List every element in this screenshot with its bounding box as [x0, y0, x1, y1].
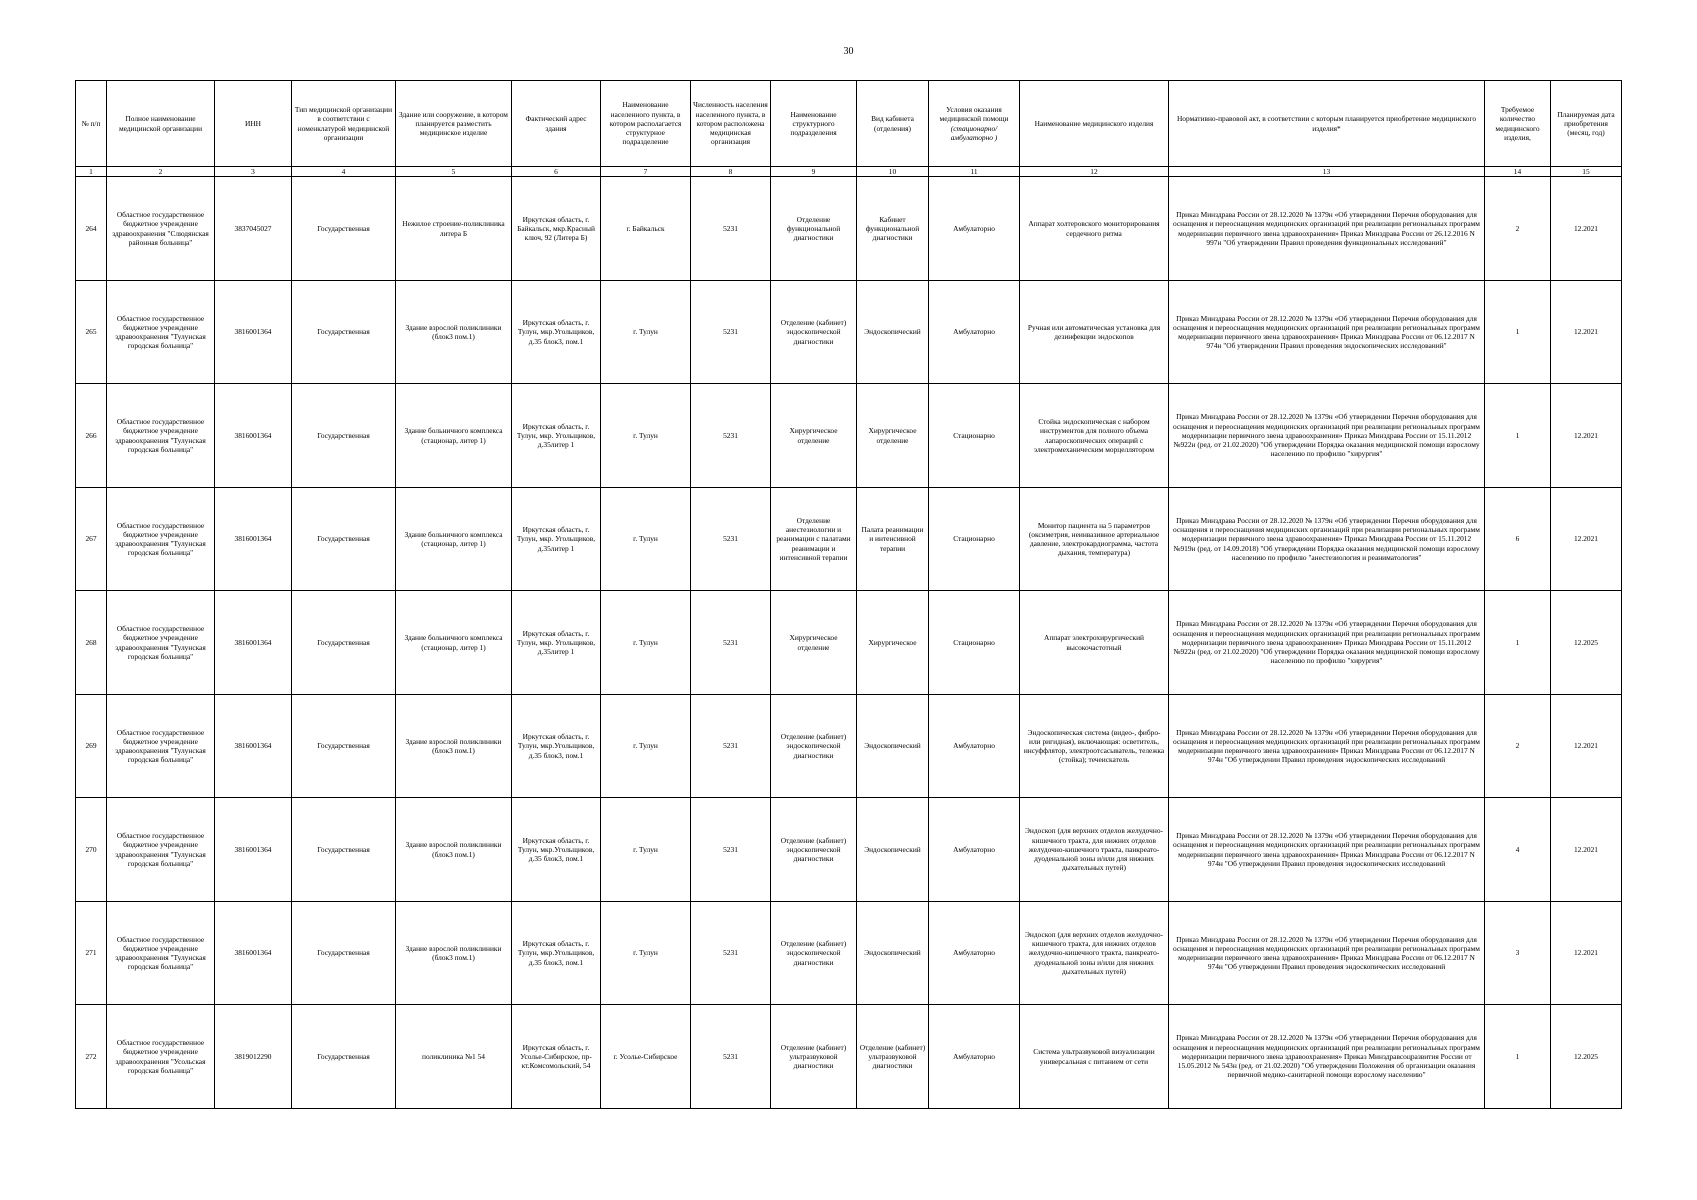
- org-type-cell: Государственная: [292, 177, 396, 281]
- date-cell: 12.2021: [1551, 177, 1622, 281]
- inn-cell: 3816001364: [215, 798, 292, 902]
- header-cell: Планируемая дата приобретения (месяц, год): [1551, 81, 1622, 167]
- building-cell: Здание взрослой поликлиники (блок3 пом.1): [396, 280, 512, 384]
- device-cell: Эндоскоп (для верхних отделов желудочно-кишечного тракта, для нижних отделов желудочно-кишечного тракта, панкреато-дуоденальной зоны и/или для нижних дыхательных путей): [1020, 798, 1169, 902]
- header-cell: Наименование населенного пункта, в котором располагается структурное подразделение: [601, 81, 691, 167]
- cabinet-cell: Хирургическое отделение: [857, 384, 929, 488]
- column-number: 1: [76, 167, 107, 177]
- org-type-cell: Государственная: [292, 280, 396, 384]
- row-number-cell: 269: [76, 694, 107, 798]
- inn-cell: 3816001364: [215, 384, 292, 488]
- row-number-cell: 272: [76, 1005, 107, 1109]
- unit-cell: Отделение (кабинет) эндоскопической диагностики: [771, 694, 857, 798]
- org-type-cell: Государственная: [292, 487, 396, 591]
- header-cell: Фактический адрес здания: [512, 81, 601, 167]
- org-type-cell: Государственная: [292, 901, 396, 1005]
- building-cell: Здание больничного комплекса (стационар, литер 1): [396, 487, 512, 591]
- conditions-cell: Амбулаторно: [929, 177, 1020, 281]
- unit-cell: Отделение (кабинет) эндоскопической диагностики: [771, 280, 857, 384]
- column-number: 4: [292, 167, 396, 177]
- locality-cell: г. Тулун: [601, 798, 691, 902]
- unit-cell: Отделение анестезиологии и реанимации с палатами реанимации и интенсивной терапии: [771, 487, 857, 591]
- header-row: [76, 81, 1622, 167]
- address-cell: Иркутская область, г. Байкальск, мкр.Красный ключ, 92 (Литера Б): [512, 177, 601, 281]
- quantity-cell: 1: [1485, 1005, 1551, 1109]
- header-cell: Наименование медицинского изделия: [1020, 81, 1169, 167]
- locality-cell: г. Тулун: [601, 694, 691, 798]
- organization-cell: Областное государственное бюджетное учреждение здравоохранения "Тулунская городская больница": [107, 280, 215, 384]
- cabinet-cell: Хирургическое: [857, 591, 929, 695]
- column-number: 6: [512, 167, 601, 177]
- unit-cell: Хирургическое отделение: [771, 384, 857, 488]
- address-cell: Иркутская область, г. Тулун, мкр. Угольщиков, д.35литер 1: [512, 591, 601, 695]
- header-cell: № п/п: [76, 81, 107, 167]
- population-cell: 5231: [691, 694, 771, 798]
- population-cell: 5231: [691, 280, 771, 384]
- date-cell: 12.2021: [1551, 694, 1622, 798]
- legal-act-cell: Приказ Минздрава России от 28.12.2020 № 1379н «Об утверждении Перечня оборудования для оснащения и переоснащения медицинских организаций при реализации региональных программ модернизации первичного звена здравоохранения» Приказ Минздрава России от 15.11.2012 №922н (ред. от 21.02.2020) "Об утверждении Порядка оказания медицинской помощи взрослому населению по профилю "хирургия": [1169, 384, 1485, 488]
- legal-act-cell: Приказ Минздрава России от 28.12.2020 № 1379н «Об утверждении Перечня оборудования для оснащения и переоснащения медицинских организаций при реализации региональных программ модернизации первичного звена здравоохранения» Приказ Минздрава России от 15.11.2012 №919н (ред. от 14.09.2018) "Об утверждении Порядка оказания медицинской помощи взрослому населению по профилю "анестезиология и реаниматология": [1169, 487, 1485, 591]
- row-number-cell: 267: [76, 487, 107, 591]
- date-cell: 12.2025: [1551, 591, 1622, 695]
- org-type-cell: Государственная: [292, 694, 396, 798]
- org-type-cell: Государственная: [292, 384, 396, 488]
- legal-act-cell: Приказ Минздрава России от 28.12.2020 № 1379н «Об утверждении Перечня оборудования для оснащения и переоснащения медицинских организаций при реализации региональных программ модернизации первичного звена здравоохранения» Приказ Минздрава России от 06.12.2017 N 974н "Об утверждении Правил проведения эндоскопических исследований": [1169, 280, 1485, 384]
- quantity-cell: 2: [1485, 694, 1551, 798]
- header-cell: Вид кабинета (отделения): [857, 81, 929, 167]
- unit-cell: Отделение (кабинет) эндоскопической диагностики: [771, 798, 857, 902]
- legal-act-cell: Приказ Минздрава России от 28.12.2020 № 1379н «Об утверждении Перечня оборудования для оснащения и переоснащения медицинских организаций при реализации региональных программ модернизации первичного звена здравоохранения» Приказ Минздрава России от 06.12.2017 N 974н "Об утверждении Правил проведения эндоскопических исследований: [1169, 694, 1485, 798]
- conditions-cell: Амбулаторно: [929, 694, 1020, 798]
- header-cell-conditions: [929, 81, 1020, 167]
- cabinet-cell: Кабинет функциональной диагностики: [857, 177, 929, 281]
- conditions-cell: Стационарно: [929, 384, 1020, 488]
- header-cell: Полное наименование медицинской организации: [107, 81, 215, 167]
- building-cell: Здание взрослой поликлиники (блок3 пом.1): [396, 694, 512, 798]
- device-cell: Эндоскопическая система (видео-, фибро- или ригидная), включающая: осветитель, инсуффлятор, электроотсасыватель, тележка (стойка); течеискатель: [1020, 694, 1169, 798]
- population-cell: 5231: [691, 591, 771, 695]
- inn-cell: 3837045027: [215, 177, 292, 281]
- row-number-cell: 268: [76, 591, 107, 695]
- row-number-cell: 265: [76, 280, 107, 384]
- locality-cell: г. Тулун: [601, 901, 691, 1005]
- population-cell: 5231: [691, 1005, 771, 1109]
- address-cell: Иркутская область, г. Тулун, мкр. Угольщиков, д.35литер 1: [512, 384, 601, 488]
- column-number: 2: [107, 167, 215, 177]
- building-cell: Здание взрослой поликлиники (блок3 пом.1): [396, 901, 512, 1005]
- table-row: [76, 901, 1622, 1005]
- header-cell: ИНН: [215, 81, 292, 167]
- population-cell: 5231: [691, 901, 771, 1005]
- cabinet-cell: Эндоскопический: [857, 280, 929, 384]
- table-body: [76, 177, 1622, 1109]
- inn-cell: 3816001364: [215, 591, 292, 695]
- quantity-cell: 1: [1485, 280, 1551, 384]
- table-row: [76, 591, 1622, 695]
- building-cell: Здание больничного комплекса (стационар, литер 1): [396, 384, 512, 488]
- date-cell: 12.2021: [1551, 280, 1622, 384]
- organization-cell: Областное государственное бюджетное учреждение здравоохранения "Слюдянская районная больница": [107, 177, 215, 281]
- inn-cell: 3816001364: [215, 901, 292, 1005]
- organization-cell: Областное государственное бюджетное учреждение здравоохранения "Тулунская городская больница": [107, 591, 215, 695]
- header-cell: Здание или сооружение, в котором планируется разместить медицинское изделие: [396, 81, 512, 167]
- quantity-cell: 4: [1485, 798, 1551, 902]
- conditions-cell: Амбулаторно: [929, 280, 1020, 384]
- cabinet-cell: Палата реанимации и интенсивной терапии: [857, 487, 929, 591]
- building-cell: поликлиника №1 54: [396, 1005, 512, 1109]
- column-number: 13: [1169, 167, 1485, 177]
- date-cell: 12.2021: [1551, 487, 1622, 591]
- population-cell: 5231: [691, 177, 771, 281]
- locality-cell: г. Байкальск: [601, 177, 691, 281]
- locality-cell: г. Тулун: [601, 280, 691, 384]
- population-cell: 5231: [691, 487, 771, 591]
- table-row: [76, 487, 1622, 591]
- quantity-cell: 3: [1485, 901, 1551, 1005]
- address-cell: Иркутская область, г. Тулун, мкр.Угольщиков, д.35 блок3, пом.1: [512, 901, 601, 1005]
- unit-cell: Хирургическое отделение: [771, 591, 857, 695]
- date-cell: 12.2021: [1551, 901, 1622, 1005]
- conditions-cell: Стационарно: [929, 591, 1020, 695]
- cabinet-cell: Отделение (кабинет) ультразвуковой диагностики: [857, 1005, 929, 1109]
- population-cell: 5231: [691, 384, 771, 488]
- table-row: [76, 694, 1622, 798]
- address-cell: Иркутская область, г. Тулун, мкр.Угольщиков, д.35 блок3, пом.1: [512, 694, 601, 798]
- org-type-cell: Государственная: [292, 1005, 396, 1109]
- unit-cell: Отделение (кабинет) эндоскопической диагностики: [771, 901, 857, 1005]
- unit-cell: Отделение функциональной диагностики: [771, 177, 857, 281]
- column-number: 14: [1485, 167, 1551, 177]
- page-number: 30: [843, 46, 854, 57]
- inn-cell: 3819012290: [215, 1005, 292, 1109]
- address-cell: Иркутская область, г. Тулун, мкр. Угольщиков, д.35литер 1: [512, 487, 601, 591]
- date-cell: 12.2025: [1551, 1005, 1622, 1109]
- header-cell: Тип медицинской организации в соответствии с номенклатурой медицинской организации: [292, 81, 396, 167]
- row-number-cell: 264: [76, 177, 107, 281]
- building-cell: Здание взрослой поликлиники (блок3 пом.1): [396, 798, 512, 902]
- inn-cell: 3816001364: [215, 280, 292, 384]
- column-number: 7: [601, 167, 691, 177]
- column-number: 8: [691, 167, 771, 177]
- header-conditions-label: Условия оказания медицинской помощи: [939, 105, 1009, 124]
- table-row: [76, 384, 1622, 488]
- header-cell: Численность населения населенного пункта, в котором расположена медицинская организация: [691, 81, 771, 167]
- table-row: [76, 280, 1622, 384]
- header-cell: Нормативно-правовой акт, в соответствии с которым планируется приобретение медицинского изделия*: [1169, 81, 1485, 167]
- equipment-table: [75, 80, 1622, 1109]
- quantity-cell: 6: [1485, 487, 1551, 591]
- table-row: [76, 1005, 1622, 1109]
- device-cell: Аппарат электрохирургический высокочастотный: [1020, 591, 1169, 695]
- date-cell: 12.2021: [1551, 798, 1622, 902]
- inn-cell: 3816001364: [215, 487, 292, 591]
- row-number-cell: 271: [76, 901, 107, 1005]
- conditions-cell: Стационарно: [929, 487, 1020, 591]
- column-number: 12: [1020, 167, 1169, 177]
- organization-cell: Областное государственное бюджетное учреждение здравоохранения "Усольская городская больница": [107, 1005, 215, 1109]
- table-row: [76, 177, 1622, 281]
- locality-cell: г. Тулун: [601, 591, 691, 695]
- building-cell: Здание больничного комплекса (стационар, литер 1): [396, 591, 512, 695]
- legal-act-cell: Приказ Минздрава России от 28.12.2020 № 1379н «Об утверждении Перечня оборудования для оснащения и переоснащения медицинских организаций при реализации региональных программ модернизации первичного звена здравоохранения» Приказ Минздрава России от 06.12.2017 N 974н "Об утверждении Правил проведения эндоскопических исследований: [1169, 798, 1485, 902]
- building-cell: Нежилое строение-поликлиника литера Б: [396, 177, 512, 281]
- device-cell: Стойка эндоскопическая с набором инструментов для полного объема лапароскопических операций с электромеханическим морцеллятором: [1020, 384, 1169, 488]
- table-row: [76, 798, 1622, 902]
- device-cell: Ручная или автоматическая установка для дезинфекции эндоскопов: [1020, 280, 1169, 384]
- row-number-cell: 270: [76, 798, 107, 902]
- conditions-cell: Амбулаторно: [929, 901, 1020, 1005]
- header-cell: Требуемое количество медицинского изделия,: [1485, 81, 1551, 167]
- legal-act-cell: Приказ Минздрава России от 28.12.2020 № 1379н «Об утверждении Перечня оборудования для оснащения и переоснащения медицинских организаций при реализации региональных программ модернизации первичного звена здравоохранения» Приказ Минздравсоцразвития России от 15.05.2012 № 543н (ред. от 21.02.2020) "Об утверждении Положения об организации оказания первичной медико-санитарной помощи взрослому населению": [1169, 1005, 1485, 1109]
- address-cell: Иркутская область, г. Тулун, мкр.Угольщиков, д.35 блок3, пом.1: [512, 280, 601, 384]
- device-cell: Монитор пациента на 5 параметров (оксиметрия, неинвазивное артериальное давление, электрокардиограмма, частота дыхания, температура): [1020, 487, 1169, 591]
- locality-cell: г. Тулун: [601, 384, 691, 488]
- quantity-cell: 2: [1485, 177, 1551, 281]
- cabinet-cell: Эндоскопический: [857, 798, 929, 902]
- column-number: 3: [215, 167, 292, 177]
- cabinet-cell: Эндоскопический: [857, 901, 929, 1005]
- column-number-row: [76, 167, 1622, 177]
- device-cell: Система ультразвуковой визуализации универсальная с питанием от сети: [1020, 1005, 1169, 1109]
- column-number: 11: [929, 167, 1020, 177]
- org-type-cell: Государственная: [292, 591, 396, 695]
- conditions-cell: Амбулаторно: [929, 1005, 1020, 1109]
- locality-cell: г. Тулун: [601, 487, 691, 591]
- header-cell: Наименование структурного подразделения: [771, 81, 857, 167]
- column-number: 5: [396, 167, 512, 177]
- address-cell: Иркутская область, г. Тулун, мкр.Угольщиков, д.35 блок3, пом.1: [512, 798, 601, 902]
- column-number: 15: [1551, 167, 1622, 177]
- conditions-cell: Амбулаторно: [929, 798, 1020, 902]
- legal-act-cell: Приказ Минздрава России от 28.12.2020 № 1379н «Об утверждении Перечня оборудования для оснащения и переоснащения медицинских организаций при реализации региональных программ модернизации первичного звена здравоохранения» Приказ Минздрава России от 15.11.2012 №922н (ред. от 21.02.2020) "Об утверждении Порядка оказания медицинской помощи взрослому населению по профилю "хирургия": [1169, 591, 1485, 695]
- quantity-cell: 1: [1485, 591, 1551, 695]
- organization-cell: Областное государственное бюджетное учреждение здравоохранения "Тулунская городская больница": [107, 798, 215, 902]
- column-number: 10: [857, 167, 929, 177]
- column-number: 9: [771, 167, 857, 177]
- inn-cell: 3816001364: [215, 694, 292, 798]
- address-cell: Иркутская область, г. Усолье-Сибирское, пр-кт.Комсомольский, 54: [512, 1005, 601, 1109]
- legal-act-cell: Приказ Минздрава России от 28.12.2020 № 1379н «Об утверждении Перечня оборудования для оснащения и переоснащения медицинских организаций при реализации региональных программ модернизации первичного звена здравоохранения» Приказ Минздрава России от 06.12.2017 N 974н "Об утверждении Правил проведения эндоскопических исследований: [1169, 901, 1485, 1005]
- organization-cell: Областное государственное бюджетное учреждение здравоохранения "Тулунская городская больница": [107, 694, 215, 798]
- org-type-cell: Государственная: [292, 798, 396, 902]
- cabinet-cell: Эндоскопический: [857, 694, 929, 798]
- row-number-cell: 266: [76, 384, 107, 488]
- device-cell: Эндоскоп (для верхних отделов желудочно-кишечного тракта, для нижних отделов желудочно-кишечного тракта, панкреато-дуоденальной зоны и/или для нижних дыхательных путей): [1020, 901, 1169, 1005]
- unit-cell: Отделение (кабинет) ультразвуковой диагностики: [771, 1005, 857, 1109]
- population-cell: 5231: [691, 798, 771, 902]
- date-cell: 12.2021: [1551, 384, 1622, 488]
- locality-cell: г. Усолье-Сибирское: [601, 1005, 691, 1109]
- device-cell: Аппарат холтеровского мониторирования сердечного ритма: [1020, 177, 1169, 281]
- quantity-cell: 1: [1485, 384, 1551, 488]
- legal-act-cell: Приказ Минздрава России от 28.12.2020 № 1379н «Об утверждении Перечня оборудования для оснащения и переоснащения медицинских организаций при реализации региональных программ модернизации первичного звена здравоохранения» Приказ Минздрава России от 26.12.2016 N 997н "Об утверждении Правил проведения функциональных исследований": [1169, 177, 1485, 281]
- organization-cell: Областное государственное бюджетное учреждение здравоохранения "Тулунская городская больница": [107, 384, 215, 488]
- header-conditions-note: (стационарно/амбулаторно ): [950, 123, 998, 142]
- organization-cell: Областное государственное бюджетное учреждение здравоохранения "Тулунская городская больница": [107, 487, 215, 591]
- organization-cell: Областное государственное бюджетное учреждение здравоохранения "Тулунская городская больница": [107, 901, 215, 1005]
